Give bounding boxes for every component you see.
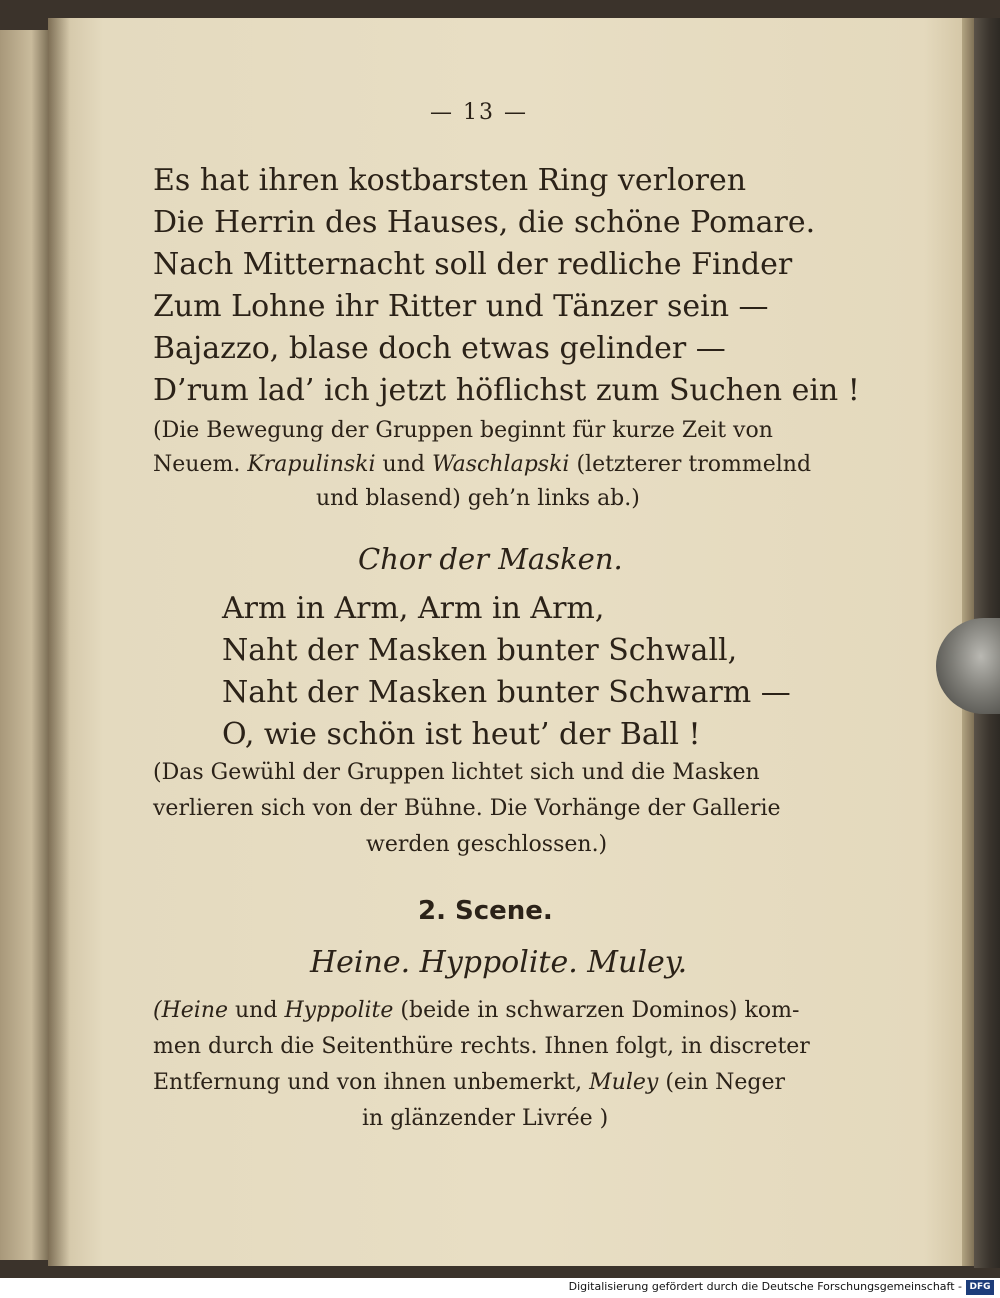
scene-characters: Heine. Hyppolite. Muley. (310, 945, 688, 980)
character-name: Krapulinski (247, 452, 376, 477)
page-number: — 13 — (430, 100, 528, 125)
character-name: Muley (589, 1070, 659, 1095)
stage-text: (letzterer trommelnd (576, 452, 812, 477)
verse-line: D’rum lad’ ich jetzt höflichst zum Suchen ein ! (153, 373, 860, 408)
chorus-line: O, wie schön ist heut’ der Ball ! (222, 717, 701, 752)
stage-direction-line: werden geschlossen.) (366, 832, 608, 857)
stage-text: Entfernung und von ihnen unbemerkt, (153, 1070, 583, 1095)
stage-text: und (235, 998, 278, 1023)
dfg-logo: DFG (966, 1280, 994, 1295)
verse-line: Nach Mitternacht soll der redliche Finder (153, 247, 793, 282)
chorus-line: Arm in Arm, Arm in Arm, (222, 591, 605, 626)
stage-text: (beide in schwarzen Dominos) kom- (400, 998, 800, 1023)
stage-direction-line: und blasend) geh’n links ab.) (316, 486, 640, 511)
stage-direction-line: verlieren sich von der Bühne. Die Vorhänge der Gallerie (153, 796, 781, 821)
stage-direction-line (153, 994, 799, 1028)
stage-direction-line: (Das Gewühl der Gruppen lichtet sich und die Masken (153, 760, 760, 785)
stage-direction-line (153, 448, 811, 482)
chorus-line: Naht der Masken bunter Schwarm — (222, 675, 791, 710)
stage-text: Neuem. (153, 452, 241, 477)
verse-line: Bajazzo, blase doch etwas gelinder — (153, 331, 726, 366)
verse-line: Die Herrin des Hauses, die schöne Pomare. (153, 205, 816, 240)
chorus-heading: Chor der Masken. (358, 542, 623, 576)
verse-line: Es hat ihren kostbarsten Ring verloren (153, 163, 747, 198)
character-name: (Heine (153, 998, 229, 1023)
stage-text: und (382, 452, 425, 477)
chorus-line: Naht der Masken bunter Schwall, (222, 633, 738, 668)
facing-page-edge (0, 30, 52, 1260)
verse-line: Zum Lohne ihr Ritter und Tänzer sein — (153, 289, 769, 324)
stage-direction-line: in glänzender Livrée ) (362, 1106, 609, 1131)
character-name: Hyppolite (284, 998, 394, 1023)
character-name: Waschlapski (431, 452, 570, 477)
funding-credit: Digitalisierung gefördert durch die Deutsche Forschungsgemeinschaft - (568, 1280, 962, 1293)
stage-text: (ein Neger (665, 1070, 786, 1095)
stage-direction-line (153, 1066, 785, 1100)
stage-direction-line: men durch die Seitenthüre rechts. Ihnen folgt, in discreter (153, 1034, 810, 1059)
gutter-shadow (48, 18, 70, 1266)
scene-heading: 2. Scene. (418, 896, 553, 926)
stage-direction-line: (Die Bewegung der Gruppen beginnt für kurze Zeit von (153, 418, 773, 443)
digitization-footer (0, 1278, 1000, 1298)
